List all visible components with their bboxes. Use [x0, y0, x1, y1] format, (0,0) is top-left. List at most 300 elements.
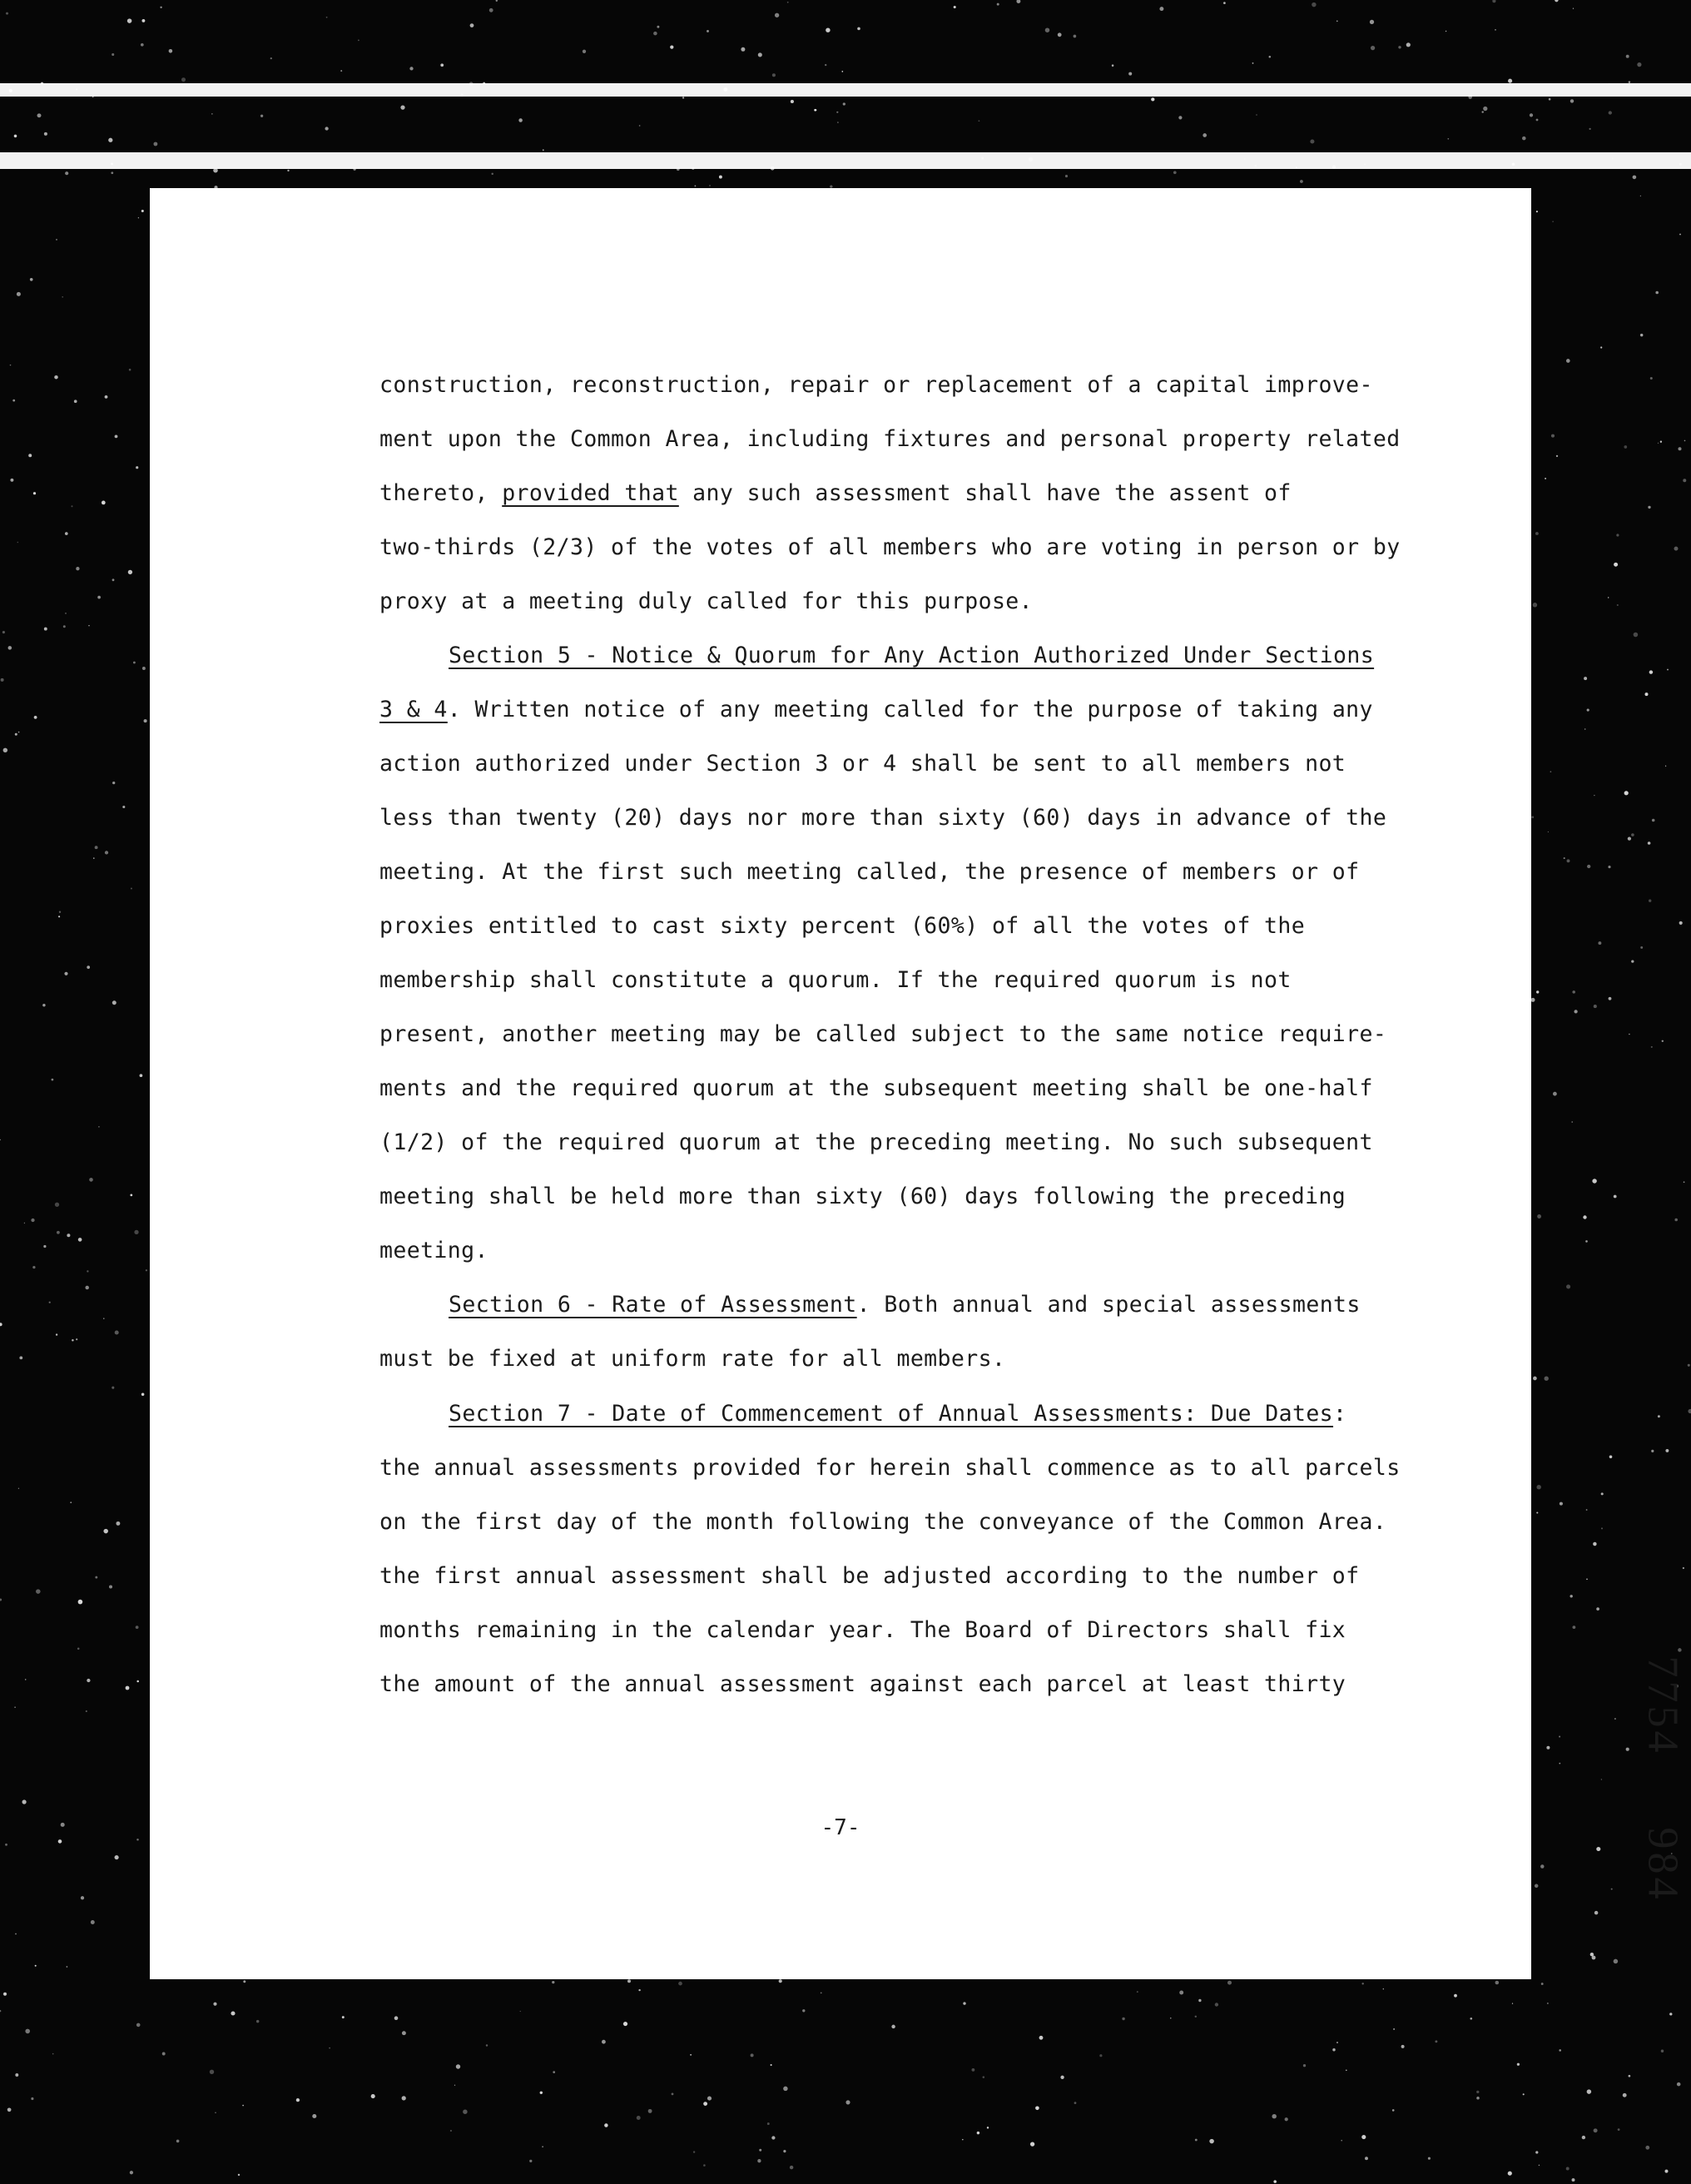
noise-speck: [28, 454, 32, 457]
noise-speck: [779, 1979, 782, 1983]
noise-speck: [1035, 2107, 1039, 2111]
noise-speck: [1454, 1994, 1457, 1998]
noise-speck: [520, 2011, 521, 2012]
noise-speck: [1593, 1542, 1596, 1546]
noise-speck: [1598, 941, 1601, 945]
noise-speck: [42, 1004, 45, 1006]
noise-speck: [133, 662, 136, 664]
noise-speck: [181, 77, 186, 82]
page-number: -7-: [821, 1815, 860, 1840]
noise-speck: [256, 2020, 259, 2023]
noise-speck: [176, 2140, 180, 2143]
noise-speck: [767, 2122, 770, 2125]
noise-speck: [92, 97, 94, 98]
noise-speck: [1273, 2180, 1277, 2183]
noise-speck: [751, 2053, 754, 2057]
noise-speck: [1371, 46, 1375, 50]
noise-speck: [1536, 1485, 1540, 1489]
text-line: 3 & 4. Written notice of any meeting called for the purpose of taking any: [379, 697, 1373, 722]
noise-speck: [802, 2009, 805, 2012]
noise-speck: [87, 1679, 90, 1682]
noise-speck: [1567, 859, 1570, 862]
noise-speck: [1545, 1377, 1549, 1381]
noise-speck: [1608, 866, 1610, 868]
text-line: (1/2) of the required quorum at the preceding meeting. No such subsequent: [379, 1129, 1373, 1155]
noise-speck: [43, 1245, 46, 1248]
noise-speck: [1637, 62, 1641, 67]
noise-speck: [57, 1231, 60, 1234]
noise-speck: [74, 400, 77, 403]
noise-speck: [1060, 2076, 1064, 2079]
noise-speck: [160, 7, 161, 8]
text-line: on the first day of the month following the conveyance of the Common Area.: [379, 1509, 1387, 1535]
noise-speck: [1361, 1983, 1363, 1984]
noise-speck: [67, 1233, 70, 1237]
noise-speck: [6, 12, 8, 15]
text-line: must be fixed at uniform rate for all members.: [379, 1346, 1006, 1372]
noise-speck: [1596, 1607, 1599, 1611]
noise-speck: [1614, 1195, 1617, 1199]
noise-speck: [825, 64, 826, 66]
noise-speck: [1584, 677, 1587, 680]
noise-speck: [440, 63, 444, 67]
noise-speck: [17, 542, 19, 544]
noise-speck: [638, 1989, 640, 1991]
noise-speck: [1536, 119, 1539, 122]
noise-speck: [1626, 55, 1629, 58]
noise-speck: [65, 171, 68, 175]
noise-speck: [1623, 2093, 1627, 2097]
noise-speck: [10, 479, 13, 482]
noise-speck: [1582, 2136, 1585, 2139]
noise-speck: [1566, 359, 1570, 363]
noise-speck: [242, 2105, 244, 2107]
noise-speck: [78, 1238, 82, 1242]
noise-speck: [103, 1529, 108, 1534]
noise-speck: [1609, 111, 1612, 114]
noise-speck: [1285, 2117, 1288, 2121]
noise-speck: [981, 157, 984, 160]
noise-speck: [1406, 42, 1411, 47]
noise-speck: [62, 296, 63, 298]
noise-speck: [5, 1844, 7, 1846]
text-line: the amount of the annual assessment against each parcel at least thirty: [379, 1671, 1346, 1697]
noise-speck: [540, 2092, 543, 2094]
noise-speck: [771, 166, 775, 171]
noise-speck: [1159, 7, 1163, 11]
noise-speck: [1401, 2045, 1405, 2048]
noise-speck: [1651, 1450, 1654, 1452]
noise-speck: [116, 1521, 120, 1526]
noise-speck: [1537, 1214, 1541, 1219]
noise-speck: [1655, 291, 1659, 295]
noise-speck: [260, 115, 263, 117]
noise-speck: [1650, 377, 1653, 380]
noise-speck: [791, 100, 794, 103]
noise-speck: [1310, 139, 1314, 143]
noise-speck: [891, 2025, 895, 2028]
noise-speck: [296, 2098, 300, 2102]
text-line: the annual assessments provided for herein shall commence as to all parcels: [379, 1455, 1401, 1481]
noise-speck: [1112, 64, 1114, 67]
noise-speck: [1522, 136, 1526, 141]
noise-speck: [987, 2127, 989, 2128]
noise-speck: [58, 916, 60, 917]
noise-speck: [1336, 2042, 1338, 2043]
noise-speck: [243, 1980, 245, 1983]
noise-speck: [1587, 865, 1590, 868]
noise-speck: [1536, 1511, 1538, 1513]
noise-speck: [1482, 111, 1484, 112]
noise-speck: [1648, 841, 1651, 845]
text-line: construction, reconstruction, repair or replacement of a capital improve-: [379, 372, 1373, 398]
noise-speck: [1470, 2018, 1472, 2020]
noise-speck: [542, 2146, 543, 2147]
noise-speck: [841, 71, 843, 72]
noise-speck: [1523, 2093, 1525, 2095]
noise-speck: [141, 43, 144, 47]
noise-speck: [1679, 234, 1681, 236]
noise-speck: [1364, 163, 1366, 165]
recording-page-number: 984: [1639, 1827, 1687, 1903]
noise-speck: [1269, 56, 1272, 58]
noise-speck: [1559, 2049, 1561, 2052]
noise-speck: [790, 2166, 793, 2169]
noise-speck: [213, 2003, 216, 2006]
noise-speck: [450, 2130, 452, 2132]
noise-speck: [657, 26, 659, 28]
noise-speck: [55, 1203, 59, 1207]
noise-speck: [93, 857, 94, 858]
noise-speck: [1179, 1991, 1183, 1995]
noise-speck: [134, 1230, 138, 1234]
noise-speck: [672, 2093, 674, 2096]
noise-speck: [1195, 2016, 1197, 2018]
noise-speck: [1548, 831, 1549, 832]
noise-speck: [1272, 2114, 1276, 2118]
noise-speck: [1658, 1415, 1660, 1417]
noise-speck: [169, 49, 173, 53]
noise-speck: [1303, 2064, 1306, 2067]
text-line: Section 7 - Date of Commencement of Annual Assessments: Due Dates:: [449, 1401, 1347, 1427]
noise-speck: [1570, 1595, 1573, 1597]
text-line: membership shall constitute a quorum. If the required quorum is not: [379, 967, 1292, 993]
noise-speck: [678, 1982, 682, 1986]
noise-speck: [35, 1965, 37, 1967]
noise-speck: [52, 2053, 54, 2055]
noise-speck: [1559, 1763, 1560, 1765]
noise-speck: [1256, 114, 1257, 115]
section-heading: Section 6 - Rate of Assessment: [449, 1292, 857, 1318]
underlined-phrase: provided that: [502, 480, 679, 506]
noise-speck: [1099, 2054, 1102, 2057]
noise-speck: [1223, 2, 1226, 4]
noise-speck: [136, 466, 138, 469]
noise-speck: [1669, 2013, 1672, 2015]
noise-speck: [54, 375, 58, 380]
noise-speck: [604, 2123, 607, 2127]
noise-speck: [518, 118, 523, 122]
noise-speck: [1370, 20, 1374, 24]
noise-speck: [690, 2054, 692, 2056]
noise-speck: [15, 1933, 17, 1935]
noise-speck: [1383, 1988, 1384, 1989]
noise-speck: [140, 1074, 143, 1077]
noise-speck: [138, 217, 139, 218]
noise-speck: [109, 1585, 112, 1588]
noise-speck: [1203, 133, 1207, 137]
noise-speck: [1684, 440, 1686, 442]
noise-speck: [1640, 946, 1643, 949]
noise-speck: [8, 646, 12, 650]
noise-speck: [682, 97, 684, 98]
noise-speck: [1688, 1409, 1691, 1413]
noise-speck: [400, 105, 404, 109]
noise-speck: [136, 1680, 139, 1683]
noise-speck: [10, 365, 12, 366]
noise-speck: [1198, 1999, 1201, 2002]
noise-speck: [771, 2136, 775, 2139]
noise-speck: [105, 851, 108, 854]
noise-speck: [1137, 1991, 1138, 1993]
noise-speck: [22, 1799, 27, 1804]
noise-speck: [329, 2048, 330, 2049]
noise-speck: [1517, 2063, 1520, 2066]
noise-speck: [1574, 1010, 1577, 1013]
noise-speck: [130, 2171, 133, 2174]
noise-speck: [7, 2107, 12, 2112]
noise-speck: [65, 613, 67, 614]
noise-speck: [703, 2164, 706, 2167]
noise-speck: [1074, 2102, 1077, 2104]
noise-speck: [772, 73, 776, 77]
noise-speck: [1614, 563, 1618, 567]
noise-speck: [325, 127, 328, 130]
noise-speck: [1244, 158, 1246, 160]
noise-speck: [76, 89, 77, 91]
noise-speck: [32, 1266, 35, 1268]
noise-speck: [144, 719, 147, 722]
noise-speck: [1533, 603, 1538, 608]
noise-speck: [1586, 1578, 1588, 1580]
noise-speck: [1592, 1956, 1596, 1960]
noise-speck: [783, 2087, 787, 2091]
noise-speck: [1540, 1864, 1544, 1868]
noise-speck: [44, 132, 47, 136]
noise-speck: [1556, 455, 1558, 457]
noise-speck: [36, 1589, 41, 1594]
noise-speck: [353, 168, 355, 171]
noise-speck: [1645, 2146, 1649, 2150]
noise-speck: [85, 1286, 88, 1289]
noise-speck: [1677, 2082, 1681, 2087]
noise-speck: [24, 1223, 25, 1224]
noise-speck: [491, 173, 493, 175]
noise-speck: [1128, 72, 1132, 76]
noise-speck: [131, 888, 132, 890]
noise-speck: [1533, 1377, 1537, 1381]
noise-speck: [342, 2016, 345, 2018]
noise-speck: [115, 1330, 119, 1334]
noise-speck: [707, 30, 709, 32]
noise-speck: [1549, 98, 1551, 101]
noise-speck: [1589, 128, 1590, 130]
noise-speck: [693, 2151, 695, 2152]
noise-speck: [97, 596, 101, 599]
noise-speck: [312, 2114, 316, 2118]
noise-speck: [58, 1839, 62, 1844]
noise-speck: [1541, 1983, 1544, 1985]
noise-speck: [1122, 2018, 1124, 2020]
noise-speck: [142, 667, 146, 670]
noise-speck: [692, 167, 694, 170]
noise-speck: [136, 1839, 139, 1841]
noise-speck: [489, 8, 493, 12]
noise-speck: [1535, 2151, 1538, 2153]
noise-speck: [703, 2102, 707, 2106]
noise-speck: [86, 1710, 87, 1712]
noise-speck: [14, 135, 17, 138]
noise-speck: [1618, 2128, 1620, 2131]
noise-speck: [1628, 836, 1631, 840]
noise-speck: [3, 1993, 7, 1996]
noise-speck: [12, 400, 15, 402]
noise-speck: [787, 2, 789, 3]
noise-speck: [31, 2097, 33, 2100]
noise-speck: [639, 125, 641, 127]
noise-speck: [1476, 2097, 1480, 2100]
noise-speck: [1058, 32, 1062, 37]
noise-speck: [1571, 1121, 1573, 1123]
noise-speck: [146, 1269, 147, 1271]
noise-speck: [76, 567, 79, 570]
noise-speck: [627, 1979, 631, 1983]
noise-speck: [1684, 1181, 1685, 1183]
noise-speck: [65, 532, 68, 535]
noise-speck: [210, 2070, 214, 2074]
noise-speck: [1508, 79, 1512, 83]
noise-speck: [1030, 2142, 1034, 2146]
noise-speck: [1495, 1981, 1500, 1985]
noise-speck: [358, 40, 360, 42]
text-line: two-thirds (2/3) of the votes of all members who are voting in person or by: [379, 534, 1401, 560]
text-line: meeting shall be held more than sixty (60) days following the preceding: [379, 1184, 1346, 1209]
noise-speck: [1596, 1847, 1600, 1851]
noise-speck: [1652, 819, 1655, 822]
noise-speck: [1631, 833, 1634, 836]
noise-speck: [115, 435, 118, 439]
noise-speck: [25, 1679, 27, 1680]
noise-speck: [98, 1126, 100, 1128]
noise-speck: [653, 32, 657, 36]
noise-speck: [18, 1488, 19, 1489]
noise-speck: [1614, 1959, 1619, 1964]
noise-speck: [602, 2040, 606, 2044]
noise-speck: [1045, 27, 1050, 32]
noise-speck: [723, 87, 727, 92]
noise-speck: [1435, 2040, 1437, 2043]
noise-speck: [326, 17, 328, 18]
noise-speck: [979, 120, 980, 122]
text-line: months remaining in the calendar year. The Board of Directors shall fix: [379, 1617, 1346, 1643]
noise-speck: [1594, 1911, 1599, 1915]
noise-speck: [1341, 2140, 1342, 2142]
noise-speck: [1600, 346, 1602, 348]
noise-speck: [89, 1178, 93, 1182]
noise-speck: [162, 2052, 166, 2056]
noise-speck: [112, 782, 115, 784]
noise-speck: [741, 47, 745, 52]
noise-speck: [1587, 709, 1589, 712]
noise-speck: [456, 2064, 460, 2068]
noise-speck: [63, 625, 66, 628]
noise-speck: [583, 50, 586, 53]
noise-speck: [1608, 597, 1609, 598]
noise-speck: [1584, 728, 1586, 730]
noise-speck: [238, 2174, 240, 2176]
noise-speck: [695, 186, 697, 187]
noise-speck: [1151, 97, 1154, 101]
noise-speck: [76, 1338, 77, 1340]
noise-speck: [1634, 633, 1639, 638]
noise-speck: [637, 2116, 641, 2120]
noise-speck: [1573, 8, 1574, 9]
noise-speck: [1679, 163, 1682, 166]
noise-speck: [108, 138, 112, 142]
noise-speck: [1601, 1527, 1603, 1529]
noise-speck: [1392, 2109, 1395, 2112]
noise-speck: [623, 2022, 627, 2026]
noise-speck: [9, 89, 12, 92]
noise-speck: [1616, 534, 1619, 536]
noise-speck: [111, 163, 113, 166]
recording-book-number: 7754: [1639, 1655, 1687, 1756]
noise-speck: [67, 1966, 68, 1968]
noise-speck: [1629, 2075, 1631, 2077]
noise-speck: [1626, 1748, 1629, 1751]
noise-speck: [1662, 1040, 1664, 1042]
noise-speck: [1535, 532, 1539, 535]
noise-speck: [843, 102, 846, 105]
noise-speck: [126, 1686, 130, 1690]
noise-speck: [153, 142, 157, 146]
noise-speck: [72, 1339, 74, 1342]
noise-speck: [78, 1600, 83, 1605]
text-line: ments and the required quorum at the subsequent meeting shall be one-half: [379, 1075, 1373, 1101]
noise-speck: [1564, 857, 1565, 859]
noise-speck: [2, 631, 5, 633]
noise-speck: [1609, 1455, 1613, 1458]
noise-speck: [1688, 1364, 1690, 1367]
noise-speck: [1648, 506, 1650, 509]
noise-speck: [775, 13, 779, 17]
noise-speck: [1683, 479, 1686, 482]
noise-speck: [105, 395, 108, 399]
noise-speck: [1065, 175, 1068, 177]
noise-speck: [33, 492, 36, 494]
noise-speck: [962, 2139, 964, 2141]
noise-speck: [1651, 1046, 1653, 1048]
text-line: less than twenty (20) days nor more than sixty (60) days in advance of the: [379, 805, 1387, 831]
noise-speck: [231, 2011, 235, 2015]
noise-speck: [1312, 2, 1316, 7]
noise-speck: [821, 1993, 822, 1994]
noise-speck: [1553, 1092, 1557, 1096]
text-line: Section 6 - Rate of Assessment. Both annual and special assessments: [449, 1292, 1361, 1318]
noise-speck: [1609, 997, 1612, 1000]
noise-speck: [1572, 2178, 1575, 2182]
noise-speck: [1585, 1240, 1588, 1243]
